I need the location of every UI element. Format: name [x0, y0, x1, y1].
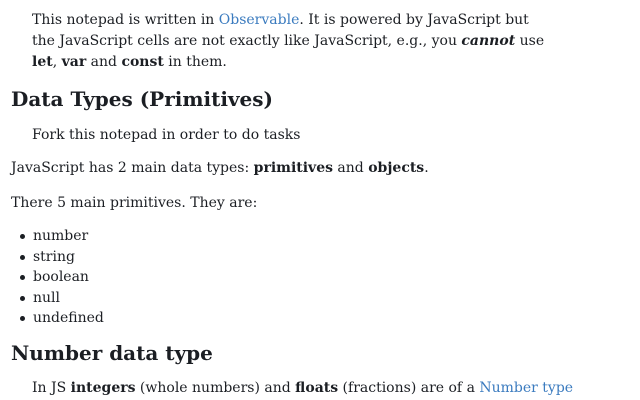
number-text: (whole numbers) and — [135, 380, 296, 396]
intro-text: . It is powered by JavaScript but the JavaScript cells are not exactly like JavaScript, e.g., you — [32, 12, 529, 49]
intro-text: , — [52, 54, 62, 70]
list-item-label: string — [33, 248, 75, 265]
term-primitives: primitives — [253, 160, 333, 176]
types-text: and — [332, 160, 369, 176]
list-item — [11, 308, 611, 329]
bullet-icon — [20, 234, 25, 239]
types-text: . — [424, 160, 429, 176]
keyword-let: let — [32, 54, 53, 70]
intro-text: This notepad is written in — [32, 12, 219, 28]
intro-text: and — [86, 54, 122, 70]
intro-paragraph — [32, 10, 552, 73]
observable-link[interactable]: Observable — [218, 12, 300, 28]
keyword-const: const — [121, 54, 164, 70]
number-text: (fractions) are of a — [338, 380, 480, 396]
number-text: In JS — [32, 380, 71, 396]
term-objects: objects — [368, 160, 425, 176]
primitives-intro-paragraph: There 5 main primitives. They are: — [11, 195, 258, 211]
term-floats: floats — [295, 380, 339, 396]
number-type-paragraph — [32, 378, 632, 398]
heading-number-type: Number data type — [11, 341, 213, 365]
bullet-icon — [20, 296, 25, 301]
bullet-icon — [20, 316, 25, 321]
list-item — [11, 247, 611, 268]
list-item — [11, 288, 611, 309]
fork-paragraph: Fork this notepad in order to do tasks — [32, 127, 301, 143]
heading-data-types: Data Types (Primitives) — [11, 87, 274, 111]
primitives-list — [11, 226, 611, 329]
intro-text: use — [515, 33, 545, 49]
data-types-paragraph — [11, 158, 611, 178]
keyword-var: var — [61, 54, 87, 70]
list-item-label: null — [33, 289, 60, 306]
emphasis-cannot: cannot — [461, 33, 516, 49]
list-item-label: number — [33, 228, 89, 244]
bullet-icon — [20, 275, 25, 280]
list-item — [11, 267, 611, 288]
list-item — [11, 226, 611, 247]
term-integers: integers — [70, 380, 136, 396]
types-text: JavaScript has 2 main data types: — [11, 160, 254, 176]
list-item-label: boolean — [33, 269, 89, 285]
intro-text: in them. — [163, 54, 227, 70]
bullet-icon — [20, 255, 25, 260]
number-type-link[interactable]: Number type — [479, 380, 574, 396]
list-item-label: undefined — [33, 310, 104, 326]
